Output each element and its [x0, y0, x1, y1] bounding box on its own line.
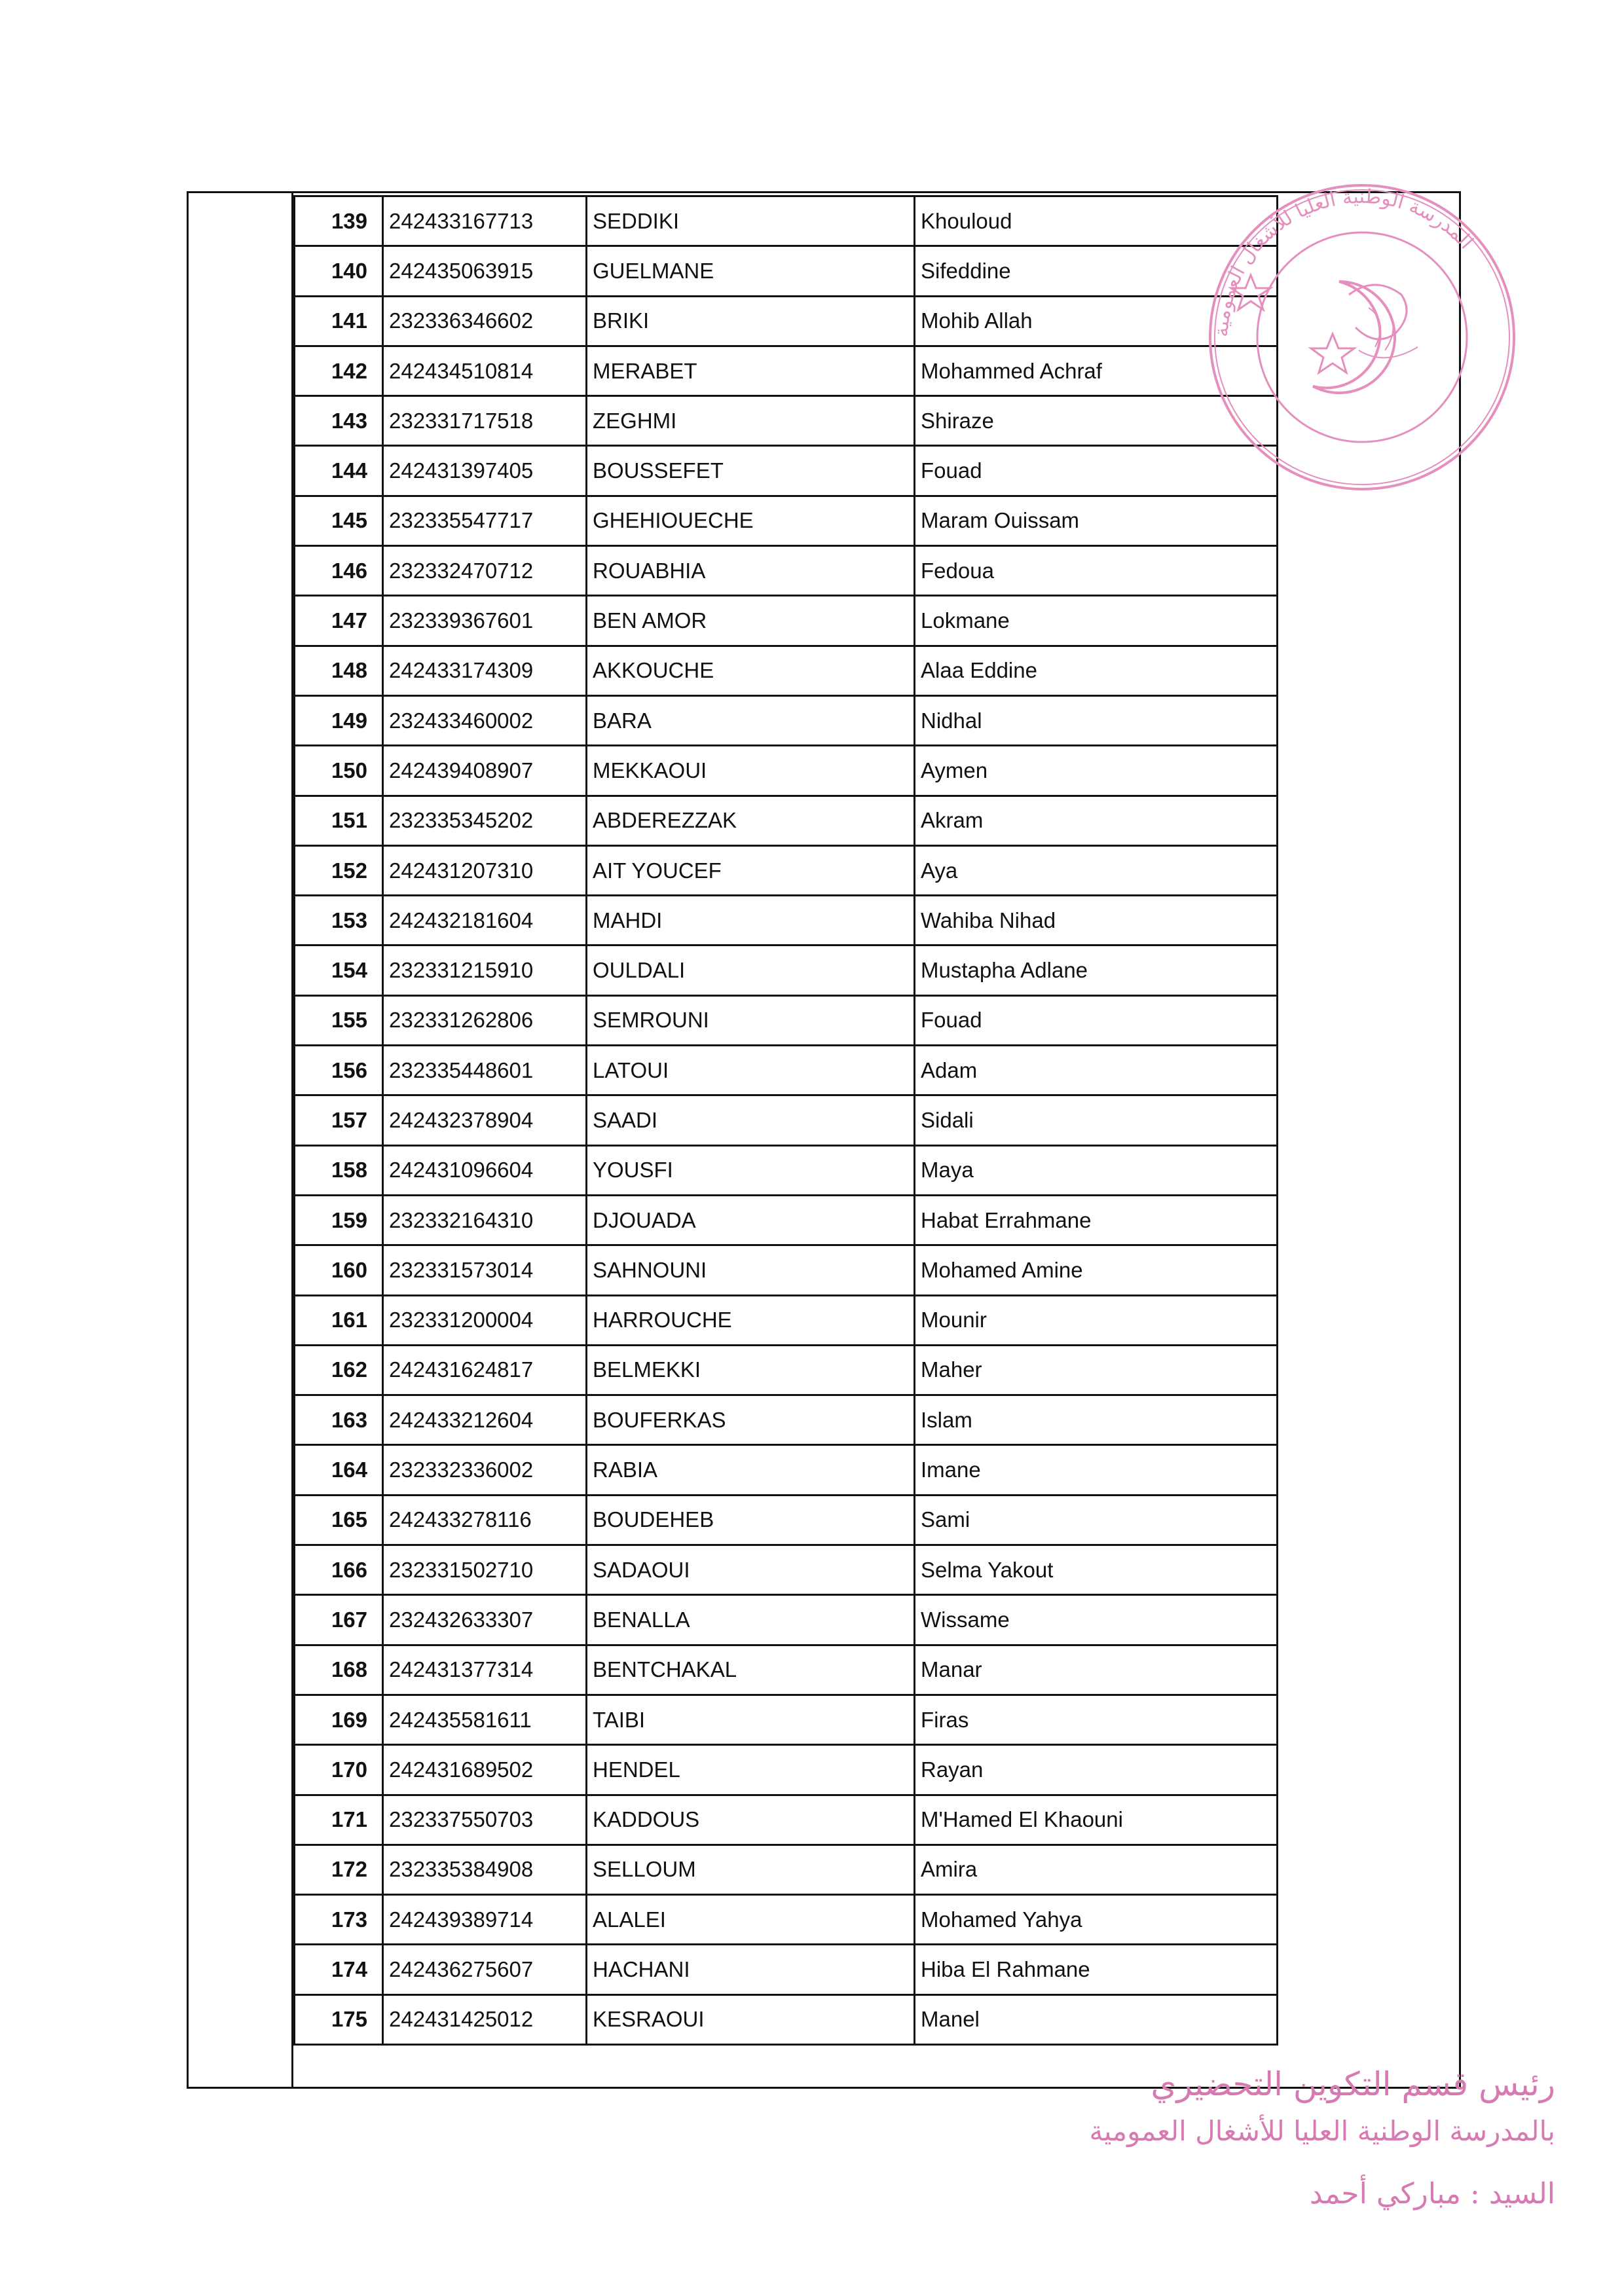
student-id: 242431397405: [383, 446, 587, 496]
last-name: BOUSSEFET: [587, 446, 915, 496]
row-number: 151: [295, 796, 383, 845]
student-id: 232335345202: [383, 796, 587, 845]
row-number: 163: [295, 1395, 383, 1445]
last-name: DJOUADA: [587, 1195, 915, 1245]
first-name: Maher: [915, 1345, 1278, 1395]
last-name: YOUSFI: [587, 1145, 915, 1195]
last-name: AIT YOUCEF: [587, 845, 915, 895]
first-name: Sifeddine: [915, 246, 1278, 296]
student-id: 242436275607: [383, 1945, 587, 1994]
table-row: [295, 546, 1278, 596]
student-id: 232339367601: [383, 596, 587, 646]
row-number: 157: [295, 1095, 383, 1145]
table-row: [295, 1245, 1278, 1295]
row-number: 149: [295, 695, 383, 745]
row-number: 166: [295, 1545, 383, 1595]
first-name: Rayan: [915, 1745, 1278, 1795]
student-id: 232335384908: [383, 1845, 587, 1894]
table-row: [295, 1895, 1278, 1945]
last-name: ABDEREZZAK: [587, 796, 915, 845]
row-number: 148: [295, 646, 383, 695]
last-name: RABIA: [587, 1445, 915, 1495]
student-id: 242433174309: [383, 646, 587, 695]
first-name: Fouad: [915, 995, 1278, 1045]
first-name: Nidhal: [915, 695, 1278, 745]
row-number: 174: [295, 1945, 383, 1994]
student-id: 242435063915: [383, 246, 587, 296]
last-name: MERABET: [587, 346, 915, 395]
student-id: 242435581611: [383, 1695, 587, 1744]
student-id: 242431624817: [383, 1345, 587, 1395]
table-row: [295, 596, 1278, 646]
student-id: 232332164310: [383, 1195, 587, 1245]
row-number: 168: [295, 1645, 383, 1695]
last-name: BRIKI: [587, 296, 915, 346]
first-name: Mohamed Yahya: [915, 1895, 1278, 1945]
student-id: 242431689502: [383, 1745, 587, 1795]
student-id: 232331573014: [383, 1245, 587, 1295]
last-name: LATOUI: [587, 1046, 915, 1095]
table-row: [295, 995, 1278, 1045]
last-name: SADAOUI: [587, 1545, 915, 1595]
last-name: MAHDI: [587, 896, 915, 946]
row-number: 147: [295, 596, 383, 646]
first-name: Khouloud: [915, 196, 1278, 246]
row-number: 143: [295, 396, 383, 446]
last-name: SEDDIKI: [587, 196, 915, 246]
row-number: 144: [295, 446, 383, 496]
table-row: [295, 446, 1278, 496]
row-number: 173: [295, 1895, 383, 1945]
first-name: Aya: [915, 845, 1278, 895]
student-id: 242433212604: [383, 1395, 587, 1445]
table-row: [295, 296, 1278, 346]
student-list-table: [293, 195, 1278, 2046]
row-number: 171: [295, 1795, 383, 1845]
table-row: [295, 1295, 1278, 1345]
table-row: [295, 1145, 1278, 1195]
last-name: BEN AMOR: [587, 596, 915, 646]
stamp-text: المدرسة الوطنية العليا للأشغال العمومية: [1209, 185, 1478, 338]
first-name: Habat Errahmane: [915, 1195, 1278, 1245]
table-row: [295, 246, 1278, 296]
first-name: Maya: [915, 1145, 1278, 1195]
student-id: 242431377314: [383, 1645, 587, 1695]
last-name: AKKOUCHE: [587, 646, 915, 695]
last-name: BOUDEHEB: [587, 1495, 915, 1545]
table-row: [295, 1994, 1278, 2044]
first-name: Islam: [915, 1395, 1278, 1445]
student-id: 232331502710: [383, 1545, 587, 1595]
last-name: SAADI: [587, 1095, 915, 1145]
table-row: [295, 1795, 1278, 1845]
last-name: SAHNOUNI: [587, 1245, 915, 1295]
first-name: Mounir: [915, 1295, 1278, 1345]
row-number: 165: [295, 1495, 383, 1545]
first-name: Akram: [915, 796, 1278, 845]
table-row: [295, 1945, 1278, 1994]
last-name: KADDOUS: [587, 1795, 915, 1845]
student-id: 232335547717: [383, 496, 587, 545]
table-row: [295, 896, 1278, 946]
table-row: [295, 1195, 1278, 1245]
last-name: HENDEL: [587, 1745, 915, 1795]
table-row: [295, 1445, 1278, 1495]
table-row: [295, 746, 1278, 796]
row-number: 139: [295, 196, 383, 246]
row-number: 140: [295, 246, 383, 296]
last-name: BOUFERKAS: [587, 1395, 915, 1445]
student-id: 242439389714: [383, 1895, 587, 1945]
row-number: 155: [295, 995, 383, 1045]
student-id: 242433278116: [383, 1495, 587, 1545]
last-name: GUELMANE: [587, 246, 915, 296]
student-id: 232433460002: [383, 695, 587, 745]
first-name: Mohamed Amine: [915, 1245, 1278, 1295]
row-number: 152: [295, 845, 383, 895]
first-name: Hiba El Rahmane: [915, 1945, 1278, 1994]
student-id: 232332336002: [383, 1445, 587, 1495]
signature-block: [1058, 2061, 1555, 2216]
row-number: 172: [295, 1845, 383, 1894]
row-number: 154: [295, 946, 383, 995]
last-name: HARROUCHE: [587, 1295, 915, 1345]
last-name: OULDALI: [587, 946, 915, 995]
student-id: 232337550703: [383, 1795, 587, 1845]
table-row: [295, 946, 1278, 995]
table-row: [295, 1046, 1278, 1095]
row-number: 153: [295, 896, 383, 946]
table-row: [295, 1095, 1278, 1145]
last-name: TAIBI: [587, 1695, 915, 1744]
row-number: 164: [295, 1445, 383, 1495]
row-number: 158: [295, 1145, 383, 1195]
first-name: Firas: [915, 1695, 1278, 1744]
signature-title: رئيس قسم التكوين التحضيري: [1151, 2065, 1555, 2103]
student-id: 242431096604: [383, 1145, 587, 1195]
row-number: 167: [295, 1595, 383, 1645]
first-name: Selma Yakout: [915, 1545, 1278, 1595]
first-name: Manar: [915, 1645, 1278, 1695]
first-name: Mohammed Achraf: [915, 346, 1278, 395]
last-name: BENALLA: [587, 1595, 915, 1645]
table-row: [295, 196, 1278, 246]
row-number: 145: [295, 496, 383, 545]
student-id: 242431207310: [383, 845, 587, 895]
table-row: [295, 695, 1278, 745]
row-number: 161: [295, 1295, 383, 1345]
table-row: [295, 1595, 1278, 1645]
first-name: M'Hamed El Khaouni: [915, 1795, 1278, 1845]
last-name: GHEHIOUECHE: [587, 496, 915, 545]
table-row: [295, 1495, 1278, 1545]
table-row: [295, 346, 1278, 395]
student-id: 232331200004: [383, 1295, 587, 1345]
last-name: SELLOUM: [587, 1845, 915, 1894]
first-name: Imane: [915, 1445, 1278, 1495]
student-id: 232331215910: [383, 946, 587, 995]
student-id: 232331717518: [383, 396, 587, 446]
row-number: 142: [295, 346, 383, 395]
student-id: 242433167713: [383, 196, 587, 246]
student-id: 232331262806: [383, 995, 587, 1045]
table-row: [295, 396, 1278, 446]
last-name: SEMROUNI: [587, 995, 915, 1045]
first-name: Mustapha Adlane: [915, 946, 1278, 995]
first-name: Manel: [915, 1994, 1278, 2044]
row-number: 159: [295, 1195, 383, 1245]
table-row: [295, 1345, 1278, 1395]
row-number: 141: [295, 296, 383, 346]
row-number: 162: [295, 1345, 383, 1395]
table-row: [295, 496, 1278, 545]
last-name: MEKKAOUI: [587, 746, 915, 796]
table-row: [295, 845, 1278, 895]
first-name: Wahiba Nihad: [915, 896, 1278, 946]
first-name: Shiraze: [915, 396, 1278, 446]
row-number: 156: [295, 1046, 383, 1095]
row-number: 150: [295, 746, 383, 796]
official-stamp: [1198, 177, 1526, 498]
row-number: 175: [295, 1994, 383, 2044]
last-name: BARA: [587, 695, 915, 745]
student-id: 242432181604: [383, 896, 587, 946]
table-row: [295, 796, 1278, 845]
table-row: [295, 646, 1278, 695]
last-name: ALALEI: [587, 1895, 915, 1945]
first-name: Aymen: [915, 746, 1278, 796]
table-row: [295, 1395, 1278, 1445]
first-name: Sidali: [915, 1095, 1278, 1145]
first-name: Amira: [915, 1845, 1278, 1894]
student-id: 242439408907: [383, 746, 587, 796]
student-id: 232335448601: [383, 1046, 587, 1095]
table-row: [295, 1645, 1278, 1695]
first-name: Maram Ouissam: [915, 496, 1278, 545]
student-id: 242431425012: [383, 1994, 587, 2044]
table-row: [295, 1745, 1278, 1795]
signature-name: السيد : مباركي أحمد: [1309, 2177, 1555, 2211]
student-id: 242434510814: [383, 346, 587, 395]
last-name: ROUABHIA: [587, 546, 915, 596]
student-id: 242432378904: [383, 1095, 587, 1145]
signature-institution: بالمدرسة الوطنية العليا للأشغال العمومية: [1089, 2115, 1555, 2147]
first-name: Fedoua: [915, 546, 1278, 596]
row-number: 146: [295, 546, 383, 596]
last-name: ZEGHMI: [587, 396, 915, 446]
first-name: Wissame: [915, 1595, 1278, 1645]
row-number: 170: [295, 1745, 383, 1795]
last-name: HACHANI: [587, 1945, 915, 1994]
table-row: [295, 1545, 1278, 1595]
row-number: 169: [295, 1695, 383, 1744]
first-name: Lokmane: [915, 596, 1278, 646]
first-name: Fouad: [915, 446, 1278, 496]
last-name: BELMEKKI: [587, 1345, 915, 1395]
student-id: 232432633307: [383, 1595, 587, 1645]
row-number: 160: [295, 1245, 383, 1295]
last-name: BENTCHAKAL: [587, 1645, 915, 1695]
table-row: [295, 1845, 1278, 1894]
last-name: KESRAOUI: [587, 1994, 915, 2044]
first-name: Adam: [915, 1046, 1278, 1095]
first-name: Alaa Eddine: [915, 646, 1278, 695]
first-name: Sami: [915, 1495, 1278, 1545]
student-id: 232332470712: [383, 546, 587, 596]
first-name: Mohib Allah: [915, 296, 1278, 346]
table-row: [295, 1695, 1278, 1744]
student-id: 232336346602: [383, 296, 587, 346]
